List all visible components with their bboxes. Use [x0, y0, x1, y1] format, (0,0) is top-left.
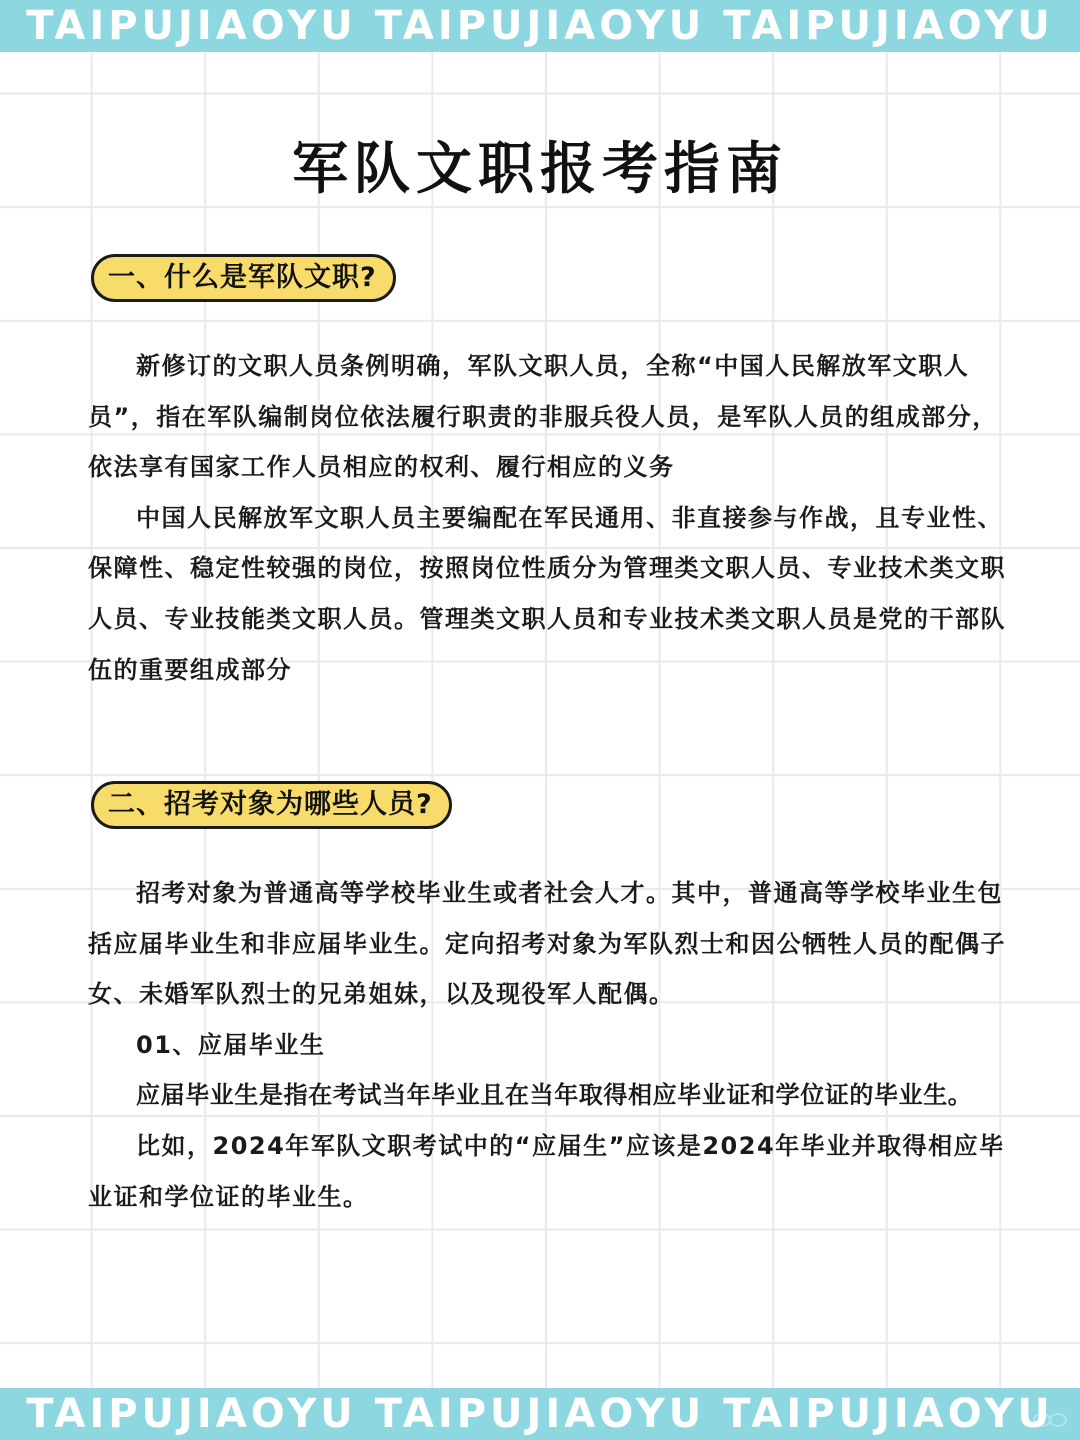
subheading: 01、应届毕业生: [136, 1030, 326, 1059]
paragraph: 比如，2024年军队文职考试中的“应届生”应该是2024年毕业并取得相应毕业证和学位证的毕业生。: [88, 1131, 1005, 1211]
paragraph: 招考对象为普通高等学校毕业生或者社会人才。其中，普通高等学校毕业生包括应届毕业生和非应届毕业生。定向招考对象为军队烈士和因公牺牲人员的配偶子女、未婚军队烈士的兄弟姐妹，以及现役军人配偶。: [88, 879, 1006, 1009]
paragraph: 中国人民解放军文职人员主要编配在军民通用、非直接参与作战，且专业性、保障性、稳定性较强的岗位，按照岗位性质分为管理类文职人员、专业技术类文职人员、专业技能类文职人员。管理类文职人员和专业技术类文职人员是党的干部队伍的重要组成部分: [88, 503, 1006, 684]
watermark-icon: [1032, 1412, 1068, 1428]
top-banner-text: TAIPUJIAOYU TAIPUJIAOYU TAIPUJIAOYU: [26, 3, 1054, 49]
bottom-banner: [0, 1388, 1080, 1440]
section-body-what-is: [88, 341, 1008, 695]
paragraph: 应届毕业生是指在考试当年毕业且在当年取得相应毕业证和学位证的毕业生。: [136, 1081, 973, 1110]
section-heading-targets: 二、招考对象为哪些人员?: [91, 781, 452, 829]
top-banner: [0, 0, 1080, 52]
section-body-targets: [88, 868, 1008, 1222]
paragraph: 新修订的文职人员条例明确，军队文职人员，全称“中国人民解放军文职人员”，指在军队编制岗位依法履行职责的非服兵役人员，是军队人员的组成部分，依法享有国家工作人员相应的权利、履行相应的义务: [88, 352, 998, 482]
page-title: 军队文职报考指南: [292, 137, 788, 202]
section-heading-what-is: 一、什么是军队文职?: [91, 254, 396, 302]
bottom-banner-text: TAIPUJIAOYU TAIPUJIAOYU TAIPUJIAOYU: [26, 1391, 1054, 1437]
